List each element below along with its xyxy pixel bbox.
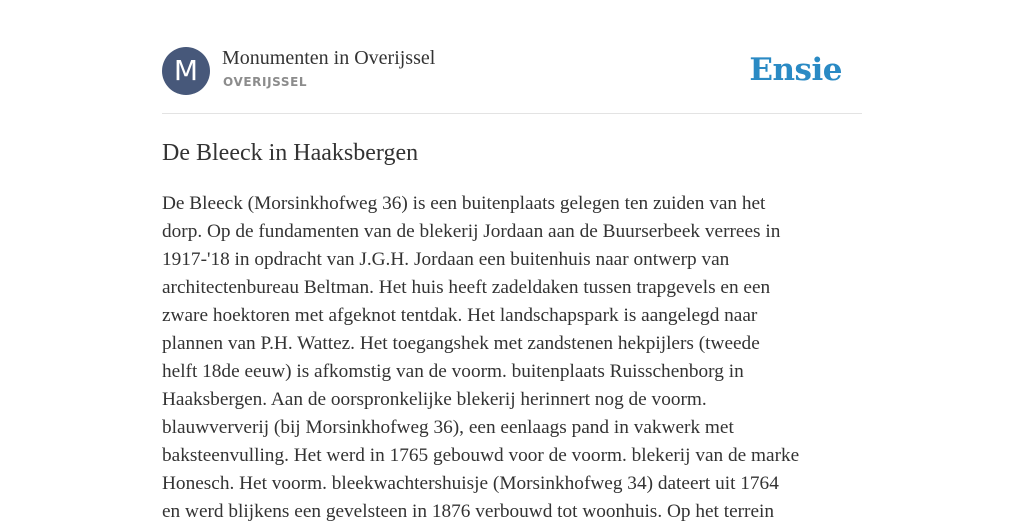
article-body bbox=[162, 190, 862, 526]
source-subtitle: OVERIJSSEL bbox=[223, 75, 308, 89]
page-title: De Bleeck in Haaksbergen bbox=[162, 140, 419, 166]
article-line: baksteenvulling. Het werd in 1765 gebouwd voor de voorm. blekerij van de marke bbox=[162, 445, 800, 466]
article-line: en werd blijkens een gevelsteen in 1876 verbouwd tot woonhuis. Op het terrein bbox=[162, 501, 775, 522]
source-header bbox=[162, 46, 862, 96]
article-line: zware hoektoren met afgeknot tentdak. Het landschapspark is aangelegd naar bbox=[162, 305, 758, 326]
article-line: plannen van P.H. Wattez. Het toegangshek met zandstenen hekpijlers (tweede bbox=[162, 333, 760, 354]
article-line: Honesch. Het voorm. bleekwachtershuisje (Morsinkhofweg 34) dateert uit 1764 bbox=[162, 473, 779, 494]
article-line: 1917-'18 in opdracht van J.G.H. Jordaan een buitenhuis naar ontwerp van bbox=[162, 249, 730, 270]
article-line: Haaksbergen. Aan de oorspronkelijke blekerij herinnert nog de voorm. bbox=[162, 389, 707, 410]
article-line: architectenbureau Beltman. Het huis heeft zadeldaken tussen trapgevels en een bbox=[162, 277, 771, 298]
ensie-logo[interactable]: Ensie bbox=[749, 52, 842, 88]
article-line: blauwververij (bij Morsinkhofweg 36), een eenlaags pand in vakwerk met bbox=[162, 417, 734, 438]
avatar[interactable]: M bbox=[162, 47, 210, 95]
article-line: De Bleeck (Morsinkhofweg 36) is een buitenplaats gelegen ten zuiden van het bbox=[162, 193, 766, 214]
header-divider bbox=[162, 113, 862, 114]
source-title[interactable]: Monumenten in Overijssel bbox=[222, 47, 436, 69]
article-line: helft 18de eeuw) is afkomstig van de voorm. buitenplaats Ruisschenborg in bbox=[162, 361, 744, 382]
article-line: dorp. Op de fundamenten van de blekerij Jordaan aan de Buurserbeek verrees in bbox=[162, 221, 781, 242]
